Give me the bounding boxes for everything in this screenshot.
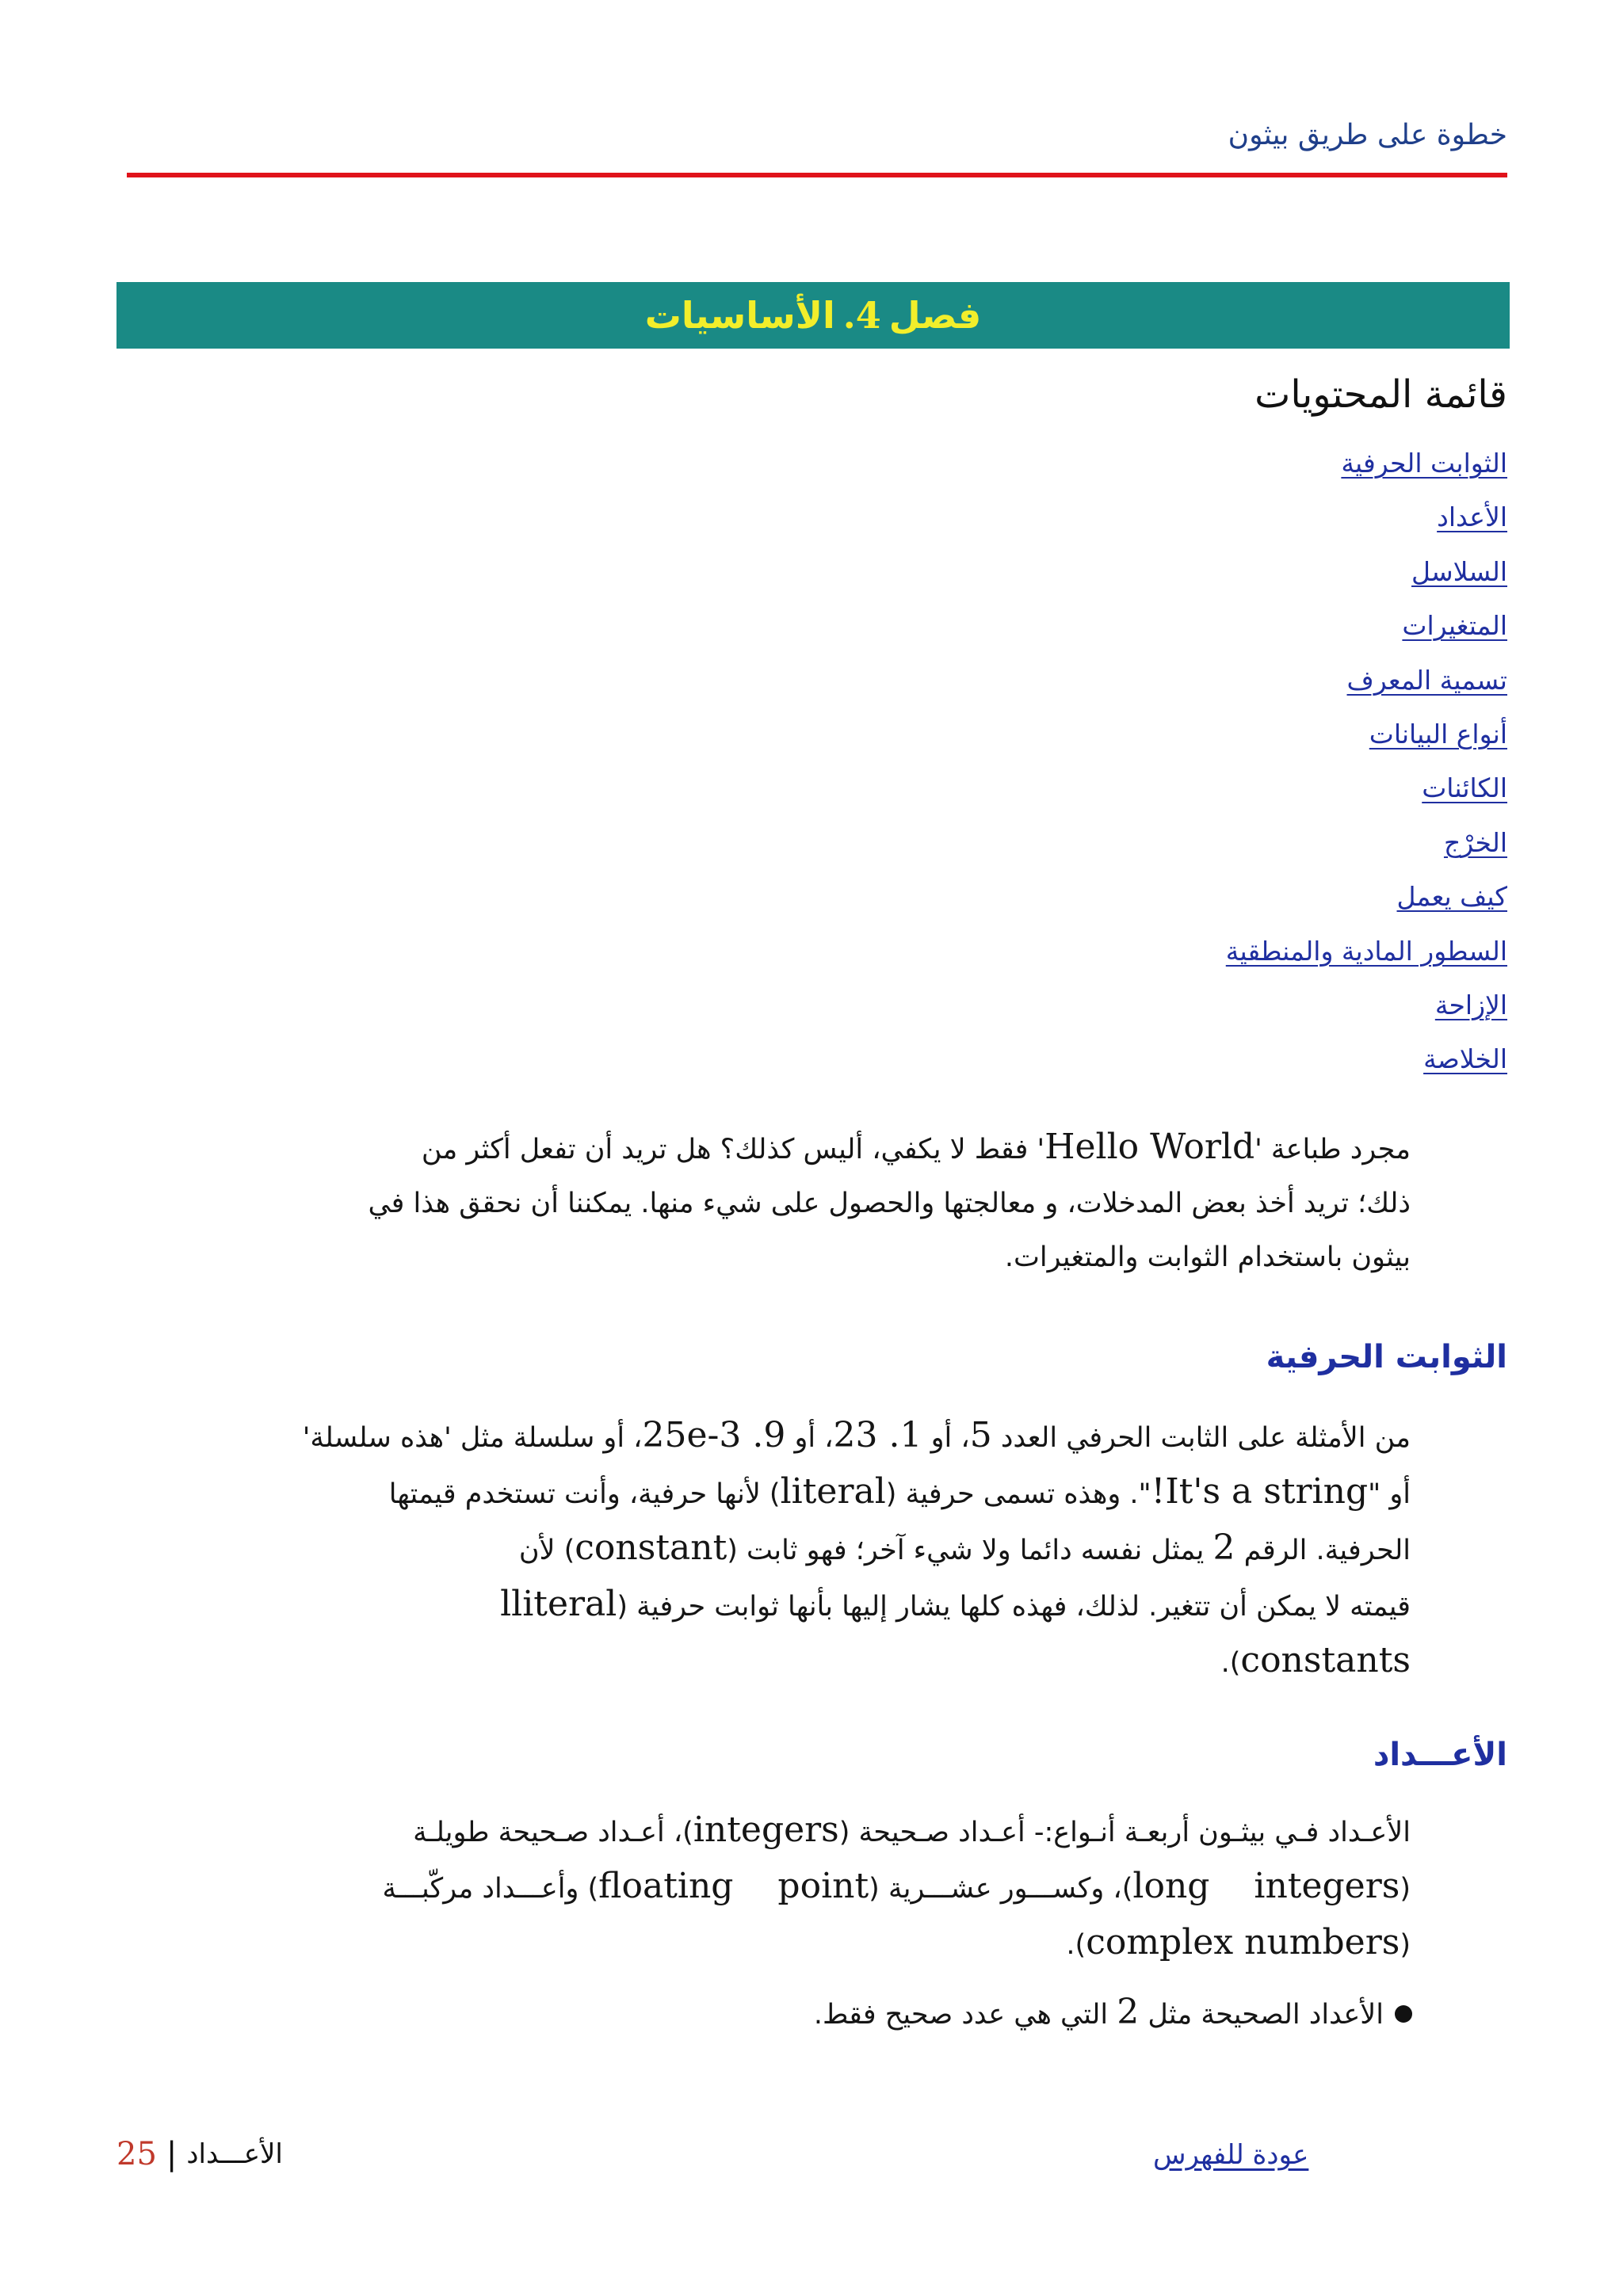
text-run: الأعـداد فـي بيثـون أربعـة أنـواع:- أعـداد صـحيحة ( bbox=[838, 1817, 1411, 1848]
toc-link-identifier-naming[interactable]: تسمية المعرف bbox=[1346, 664, 1507, 696]
text-run: الأعداد الصحيحة مثل bbox=[1139, 1999, 1384, 2031]
text-run: الحرفية. الرقم bbox=[1235, 1535, 1411, 1566]
number-run: 2 bbox=[1212, 1527, 1235, 1568]
toc-link-literal-constants[interactable]: الثوابت الحرفية bbox=[1341, 448, 1507, 479]
latin-run: constants bbox=[1240, 1640, 1411, 1680]
number-run: 2 bbox=[1117, 1992, 1140, 2032]
bullet-item bbox=[814, 1989, 1412, 2039]
page-number: 25 bbox=[116, 2136, 157, 2172]
number-run: 9. 3-25e bbox=[642, 1415, 786, 1455]
numbers-paragraph bbox=[116, 1803, 1411, 1972]
text-run: ، أو bbox=[785, 1422, 834, 1454]
text-run: ، أو سلسلة مثل 'هذه سلسلة' bbox=[302, 1422, 643, 1454]
toc-link-strings[interactable]: السلاسل bbox=[1411, 555, 1507, 587]
latin-run: constant bbox=[575, 1527, 727, 1568]
text-run: التي هي عدد صحيح فقط. bbox=[813, 1999, 1117, 2031]
toc-item bbox=[1226, 715, 1507, 769]
toc-list bbox=[1226, 444, 1507, 1094]
footer-section-label: الأعـــداد bbox=[186, 2138, 283, 2170]
text-run: ). bbox=[1220, 1647, 1241, 1679]
text-run: من الأمثلة على الثابت الحرفي العدد bbox=[991, 1422, 1411, 1454]
latin-run: lliteral bbox=[500, 1584, 617, 1624]
toc-item bbox=[1226, 552, 1507, 606]
toc-link-variables[interactable]: المتغيرات bbox=[1402, 610, 1507, 642]
chapter-title-bar bbox=[116, 282, 1510, 349]
text-run: ( bbox=[1400, 1929, 1411, 1961]
number-run: 5 bbox=[969, 1415, 992, 1455]
running-header-title: خطوة على طريق بيثون bbox=[1228, 119, 1507, 151]
text-run: ) لأن bbox=[518, 1535, 575, 1566]
latin-run: literal bbox=[780, 1471, 886, 1512]
toc-item bbox=[1226, 661, 1507, 715]
toc-item bbox=[1226, 444, 1507, 498]
toc-item bbox=[1226, 606, 1507, 660]
text-run: )، وكســـور عشـــرية ( bbox=[869, 1873, 1133, 1905]
para-line bbox=[116, 1521, 1411, 1577]
footer-separator: | bbox=[166, 2136, 178, 2172]
intro-line: بيثون باستخدام الثوابت والمتغيرات. bbox=[1004, 1241, 1411, 1273]
latin-run: floating point bbox=[598, 1866, 869, 1906]
toc-link-objects[interactable]: الكائنات bbox=[1422, 772, 1507, 804]
text-run: )، أعـداد صـحيحة طويلـة bbox=[413, 1817, 693, 1848]
section-heading-literal-constants: الثوابت الحرفية bbox=[1266, 1339, 1507, 1375]
text-run: ) وأعـــداد مركّبـــة bbox=[382, 1873, 599, 1905]
latin-run: It's a string! bbox=[1151, 1471, 1369, 1512]
text-run: ). bbox=[1066, 1929, 1086, 1961]
code-hello-world: Hello World bbox=[1044, 1127, 1255, 1167]
number-run: 1. 23 bbox=[833, 1415, 922, 1455]
toc-item bbox=[1226, 823, 1507, 877]
text-run: قيمته لا يمكن أن تتغير. لذلك، فهذه كلها يشار إليها بأنها ثوابت حرفية ( bbox=[617, 1591, 1411, 1623]
text-run: ". وهذه تسمى حرفية ( bbox=[885, 1478, 1151, 1510]
toc-link-physical-logical-lines[interactable]: السطور المادية والمنطقية bbox=[1225, 935, 1507, 967]
bullet-icon bbox=[1395, 2005, 1412, 2023]
section-heading-numbers: الأعـــداد bbox=[1373, 1737, 1507, 1773]
text-run: ( bbox=[1400, 1873, 1411, 1905]
para-line bbox=[116, 1803, 1411, 1859]
toc-link-data-types[interactable]: أنواع البيانات bbox=[1369, 718, 1507, 749]
intro-paragraph bbox=[116, 1120, 1411, 1284]
para-line bbox=[116, 1577, 1411, 1634]
toc-link-how-it-works[interactable]: كيف يعمل bbox=[1396, 881, 1507, 913]
header-divider bbox=[127, 173, 1507, 177]
para-line bbox=[116, 1916, 1411, 1972]
text-run: ) لأنها حرفية، وأنت تستخدم قيمتها bbox=[388, 1478, 781, 1510]
chapter-number: 4. bbox=[842, 294, 881, 337]
text-run: أو " bbox=[1368, 1478, 1411, 1510]
toc-item bbox=[1226, 877, 1507, 931]
text-run: يمثل نفسه دائما ولا شيء آخر؛ فهو ثابت ( bbox=[727, 1535, 1213, 1566]
chapter-title: الأساسيات bbox=[644, 294, 835, 337]
toc-link-summary[interactable]: الخلاصة bbox=[1423, 1043, 1507, 1075]
toc-item bbox=[1226, 932, 1507, 986]
chapter-prefix: فصل bbox=[888, 294, 982, 337]
toc-item bbox=[1226, 498, 1507, 551]
toc-item bbox=[1226, 769, 1507, 822]
toc-link-numbers[interactable]: الأعداد bbox=[1437, 502, 1507, 533]
para-line bbox=[116, 1465, 1411, 1521]
text-run: ' فقط لا يكفي، أليس كذلك؟ هل تريد أن تفعل أكثر من bbox=[421, 1134, 1045, 1165]
toc-item bbox=[1226, 1039, 1507, 1093]
para-line bbox=[116, 1859, 1411, 1916]
literal-paragraph bbox=[116, 1409, 1411, 1690]
text-run: مجرد طباعة ' bbox=[1254, 1134, 1411, 1165]
toc-link-output[interactable]: الخرْج bbox=[1443, 826, 1507, 858]
toc-item bbox=[1226, 986, 1507, 1039]
text-run: ، أو bbox=[922, 1422, 970, 1454]
para-line bbox=[116, 1634, 1411, 1690]
toc-link-indentation[interactable]: الإزاحة bbox=[1434, 989, 1507, 1020]
para-line bbox=[116, 1409, 1411, 1465]
toc-title: قائمة المحتويات bbox=[1254, 372, 1507, 417]
bullet-text bbox=[814, 1989, 1384, 2039]
intro-line: ذلك؛ تريد أخذ بعض المدخلات، و معالجتها والحصول على شيء منها. يمكننا أن نحقق هذا في bbox=[368, 1188, 1411, 1219]
page-footer bbox=[116, 2136, 283, 2172]
latin-run: complex numbers bbox=[1086, 1922, 1400, 1962]
intro-line bbox=[116, 1120, 1411, 1177]
latin-run: integers bbox=[693, 1810, 839, 1850]
latin-run: long integers bbox=[1132, 1866, 1400, 1906]
back-to-index-link[interactable]: عودة للفهرس bbox=[1153, 2139, 1309, 2171]
